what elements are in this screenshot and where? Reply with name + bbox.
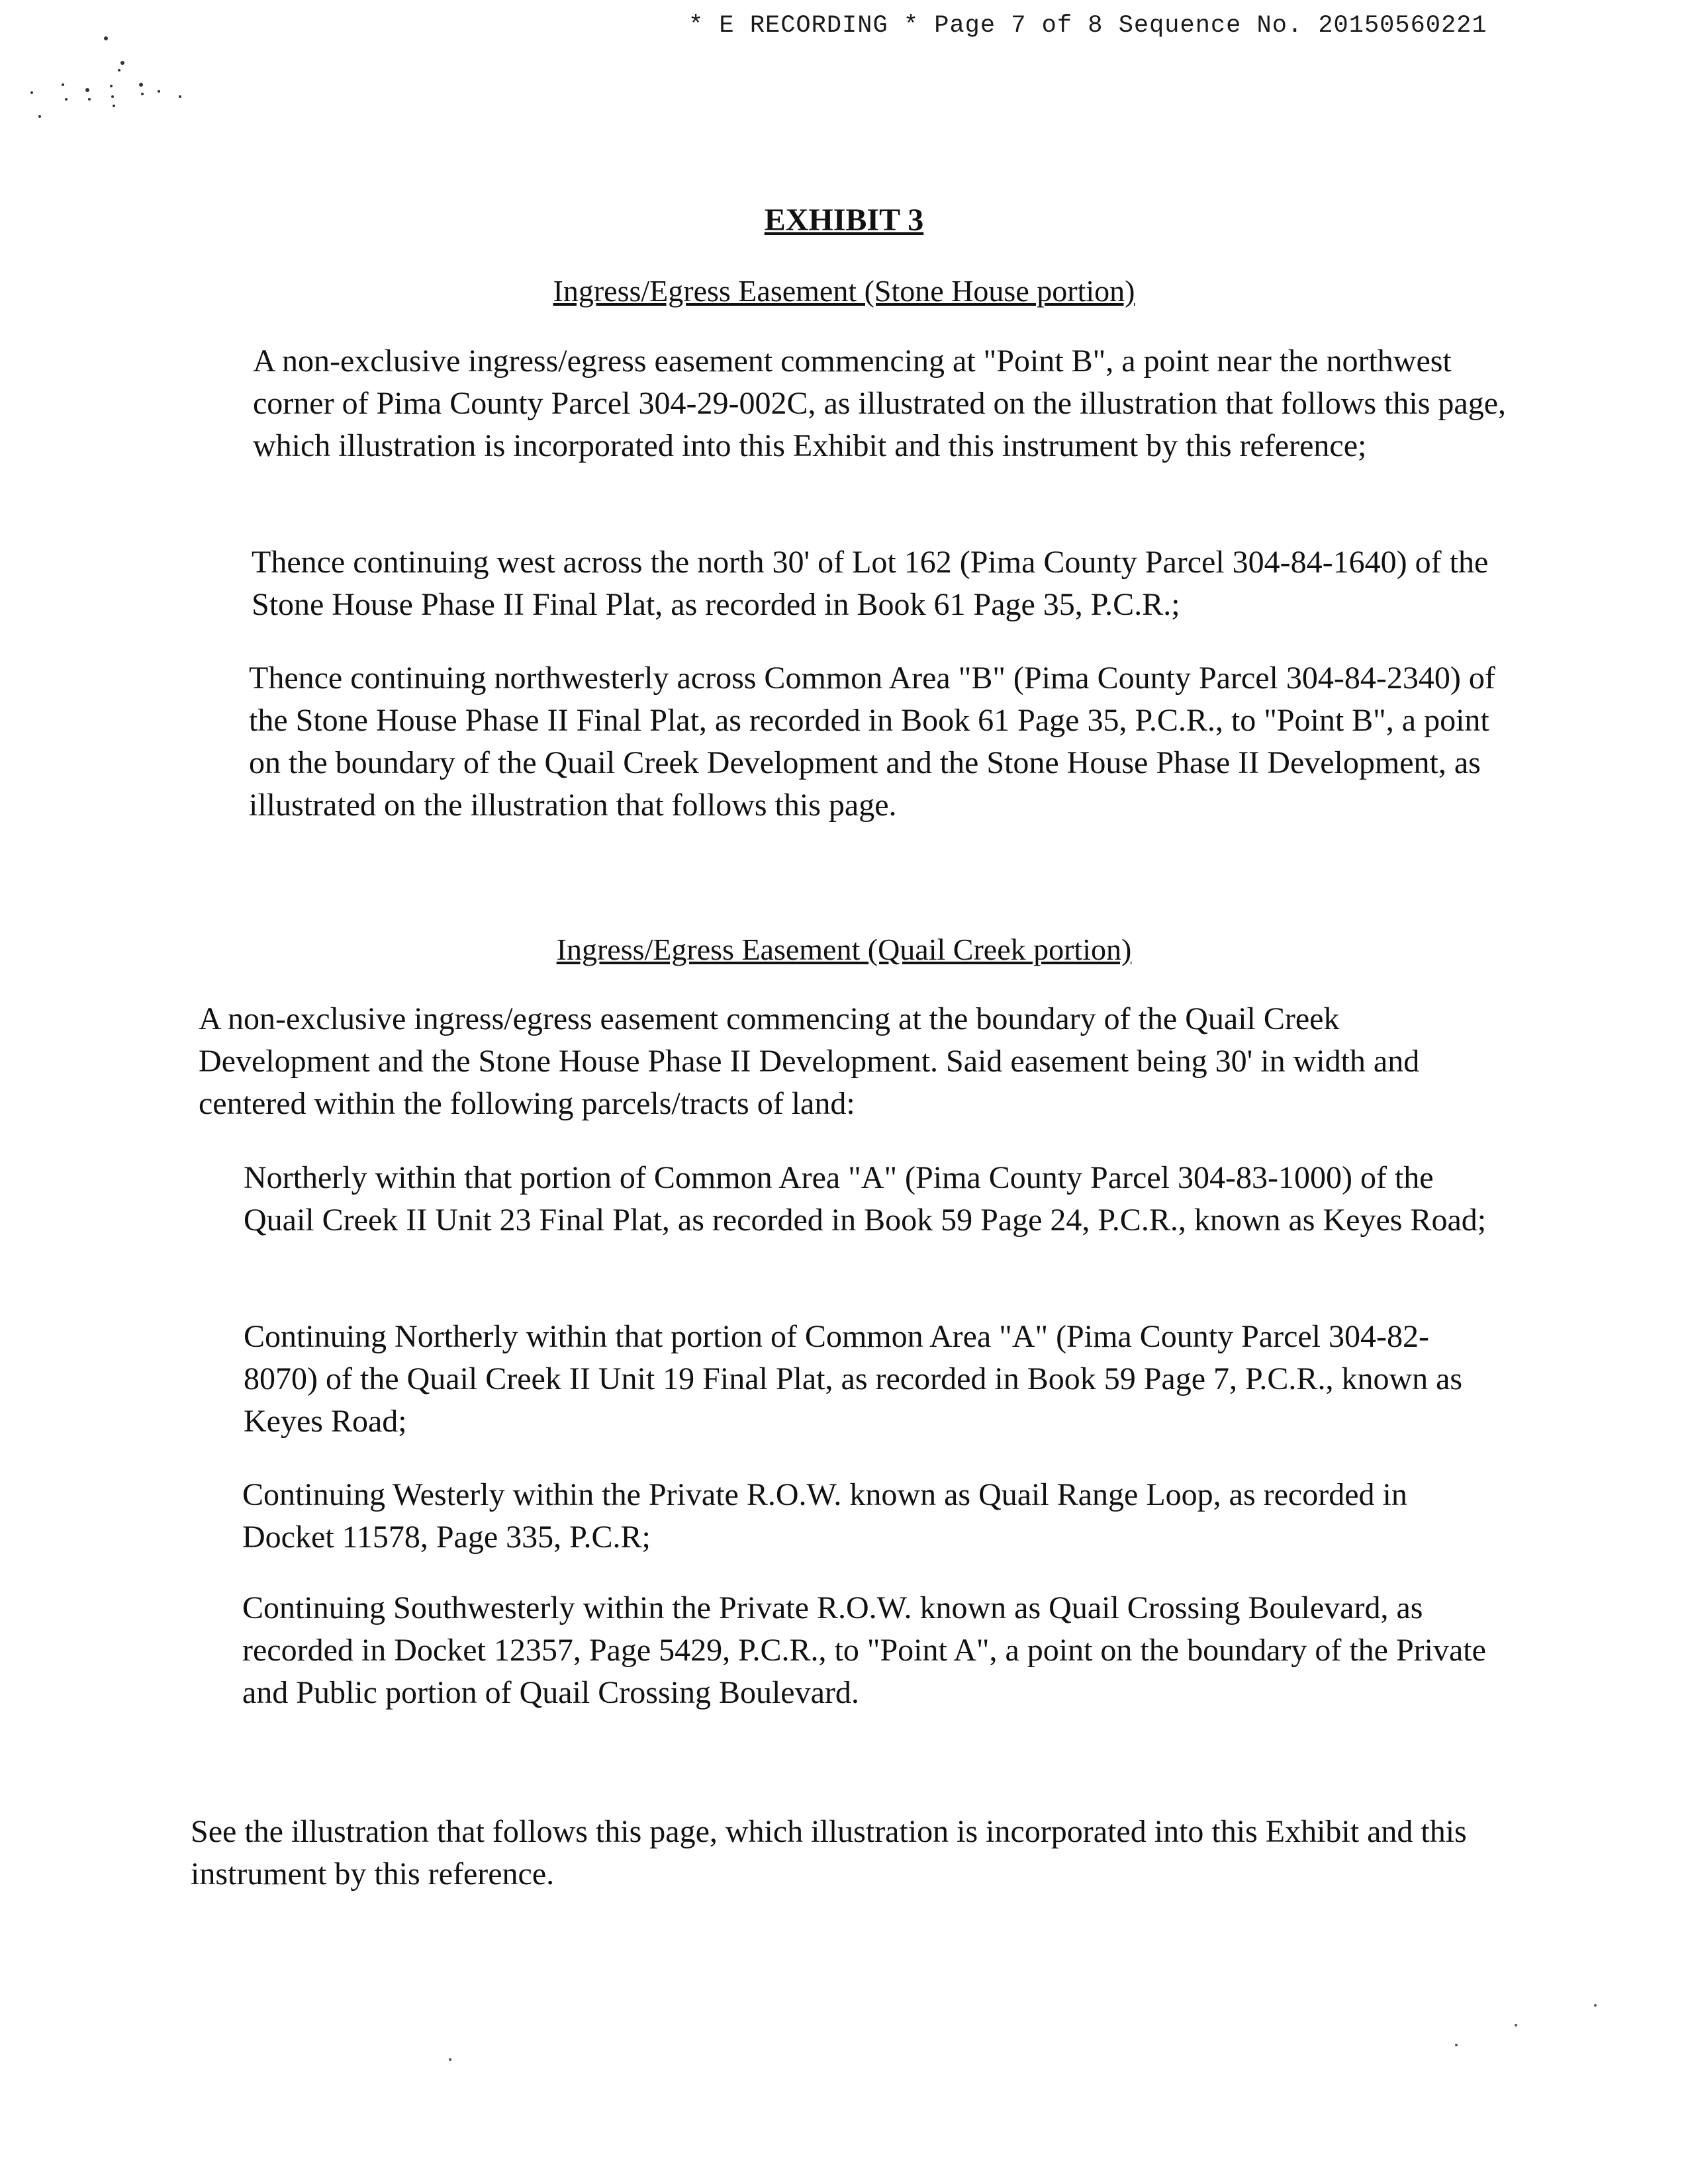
paragraph-quail-creek-intro: A non-exclusive ingress/egress easement commencing at the boundary of the Quail Creek Development and the Stone House Phase II Development. Said easement being 30' in width and centered within the following parcels/tracts of land: [199, 1001, 1420, 1121]
paragraph-lot-162: Thence continuing west across the north 30' of Lot 162 (Pima County Parcel 304-84-1640) of the Stone House Phase II Final Plat, as recorded in Book 61 Page 35, P.C.R.; [252, 545, 1489, 622]
list-item: Northerly within that portion of Common Area "A" (Pima County Parcel 304-83-1000) of the Quail Creek II Unit 23 Final Plat, as recorded in Book 59 Page 24, P.C.R., known as Keyes Road; [244, 1160, 1487, 1238]
recording-stamp: * E RECORDING * Page 7 of 8 Sequence No. 20150560221 [688, 12, 1487, 40]
paragraph-common-area-b: Thence continuing northwesterly across Common Area "B" (Pima County Parcel 304-84-2340) of the Stone House Phase II Final Plat, as recorded in Book 61 Page 35, P.C.R., to "Point B", a point on the boundary of the Quail Creek Development and the Stone House Phase II Development, as illustrated on the illustration that follows this page. [249, 660, 1495, 823]
exhibit-title: EXHIBIT 3 [764, 203, 924, 238]
section-heading-quail-creek: Ingress/Egress Easement (Quail Creek portion) [556, 933, 1132, 966]
closing-paragraph: See the illustration that follows this page, which illustration is incorporated into this Exhibit and this instrument by this reference. [191, 1814, 1467, 1891]
list-item: Continuing Westerly within the Private R.O.W. known as Quail Range Loop, as recorded in Docket 11578, Page 335, P.C.R; [242, 1477, 1407, 1555]
section-heading-stone-house: Ingress/Egress Easement (Stone House portion) [553, 274, 1135, 308]
list-item: Continuing Northerly within that portion of Common Area "A" (Pima County Parcel 304-82-8070) of the Quail Creek II Unit 19 Final Plat, as recorded in Book 59 Page 7, P.C.R., known as Keyes Road; [244, 1319, 1463, 1439]
paragraph-point-b-start: A non-exclusive ingress/egress easement commencing at "Point B", a point near the northwest corner of Pima County Parcel 304-29-002C, as illustrated on the illustration that follows this page, which illustration is incorporated into this Exhibit and this instrument by this reference; [253, 343, 1506, 463]
list-item: Continuing Southwesterly within the Private R.O.W. known as Quail Crossing Boulevard, as recorded in Docket 12357, Page 5429, P.C.R., to "Point A", a point on the boundary of the Private and Public portion of Quail Crossing Boulevard. [242, 1590, 1486, 1710]
